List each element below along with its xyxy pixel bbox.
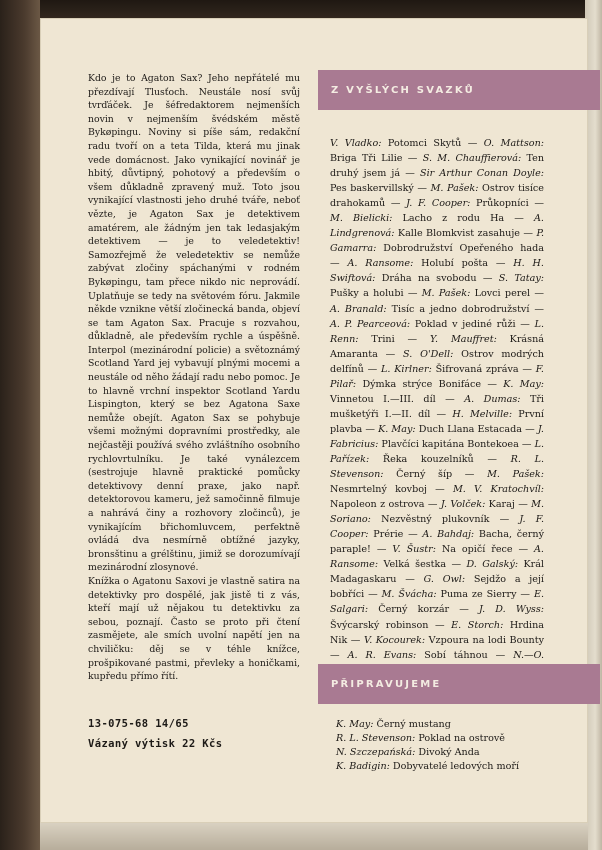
entry-title: Vinnetou I.—III. díl [330, 393, 436, 405]
entry-author: N.—O. [513, 649, 544, 661]
entry-title: Dráha na svobodu [375, 273, 477, 285]
published-volumes-list: V. Vladko: Potomci Skytů — O. Mattson: Briga Tři Lilie — S. M. Chauffierová: Ten druhý jsem já — Sir Arthur Conan Doyle: Pes baskervillský — M. Pašek: Ostrov tisíce drahokamů — J. F. Cooper: Průkopníci — M. Bielicki: Lacho z rodu Ha — A. Lindgrenová: Kalle Blomkvist zasahuje — P. Gamarra: Dobrodružství Opeřeného hada — A. Ransome: Holubí pošta — H. H. Swiftová: Dráha na svobodu — S. Tatay: Pušky a holubi — M. Pašek: Lovci perel — A. Branald: Tisíc a jedno dobrodružství — A. P. Pearceová: Poklad v jediné růži — L. Renn: Trini — Y. Mauffret: Krásná Amaranta — S. O'Dell: Ostrov modrých delfínů — L. Kirlner: Šifrovaná zpráva — F. Pilař: Dýmka strýce Bonifáce — K. May: Vinnetou I.—III. díl — A. Dumas: Tři mušketýři I.—II. díl — H. Melville: První plavba — K. May: Duch Llana Estacada — J. Fabricius: Plavčíci kapitána Bontekoea — L. Pařízek: Řeka kouzelníků — R. L. Stevenson: Černý šíp — M. Pašek: Nesmrtelný kovboj — M. V. Kratochvíl: Napoleon z ostrova — J. Volček: Karaj — M. Soriano: Nezvěstný plukovník — J. F. Cooper: Prérie — A. Bahdaj: Bacha, černý paraple! — V. Šustr: Na opičí řece — A. Ransome: Velká šestka — D. Galský: Král Madagaskaru — G. Owl: Sejdžo a její bobříci — M. Švácha: Puma ze Sierry — E. Salgari: Černý korzár — J. D. Wyss: Švýcarský robinson — E. Storch: Hrdina Nik — V. Kocourek: Vzpoura na lodi Bounty — A. R. Evans: Sobí táhnou — N.—O. [330, 136, 544, 678]
entry-author: J. F. Cooper: [406, 198, 471, 210]
published-entry [441, 499, 515, 510]
entry-author: E. Storch: [451, 619, 504, 631]
entry-author: M. Soriano: [330, 499, 545, 526]
blurb-paragraph-2: Knížka o Agatonu Saxovi je vlastně satira na detektivky pro dospělé, jak jistě ti z vás, kteří mají už nějakou tu detektivku za sebou, poznají. Často se proto při čtení zasmějete, ale smích uvolní napětí jen na chviličku: děj se v téhle knížce, prošpikované pastmi, převleky a honičkami, kupředu přímo řítí. [88, 575, 300, 683]
entry-title: Tisíc a jedno dobrodružství [386, 303, 530, 315]
entry-title: Briga Tři Lilie [330, 153, 403, 165]
upcoming-entry [336, 760, 550, 774]
entry-author: A. Dumas: [464, 393, 521, 405]
entry-author: R. L. Stevenson: [336, 733, 416, 744]
entry-author: V. Šustr: [392, 544, 436, 556]
entry-author: L. Renn: [330, 318, 544, 345]
entry-author: H. H. Swiftová: [330, 258, 544, 285]
entry-title: Duch Llana Estacada [415, 423, 522, 435]
entry-title: Ten druhý jsem já [330, 153, 545, 180]
blurb-paragraph-1: Kdo je to Agaton Sax? Jeho nepřátelé mu přezdívají Tlusťoch. Neustále nosí svůj tvrďáček. Je šéfredaktorem nejmenších novin v nejmenším švédském městě Bykøpingu. Noviny si píše sám, redakční radu tvoří on a teta Tilda, která mu jinak vede domácnost. Jako vynikající novinář je hbitý, důvtipný, pohotový a především o všem důkladně zpravený muž. Toto jsou vynikající vlastnosti jeho druhé tváře, neboť vězte, je Agaton Sax je detektivem amatérem, ale žádným jen tak ledasjakým detektivem — je to veledetektiv! Samozřejmě že veledetektiv se nemůže zabývat zločiny spáchanými v rodném Bykøpingu, tam přece nikdo nic neprovádí. Uplatňuje se tedy na světovém fóru. Jakmile někde vznikne větší zločinecká banda, objeví se tam Agaton Sax. Pracuje s rozvahou, důkladně, ale především rychle a úspěšně. Interpol (mezinárodní policie) a světoznámý Scotland Yard jej vybavují plnými mocemi a neustále od něho žádají radu nebo pomoc. Je to hlavně vrchní inspektor Scotland Yardu Lispington, který se bez Agatona Saxe nemůže obejít. Agaton Sax se pohybuje všemi možnými dopravními prostředky, ale nejčastěji používá svého zvláštního osobního rychlovrtulníku. Je také vynálezcem (sestrojuje hlavně praktické pomůcky detektivovy denní praxe, jako např. detektorovou kameru, jež samočinně filmuje a nahrává činy a rozhovory zločinců), je vynikajícím břichomluvcem, perfektně ovládá dva nesmírně obtížné jazyky, bronsštinu a grélštinu, jimiž se dorozumívají mezinárodní zlosynové. [88, 73, 300, 574]
entry-author: Y. Mauffret: [429, 333, 497, 345]
published-entry [348, 650, 488, 661]
entry-author: E. Salgari: [330, 589, 545, 616]
entry-title: Poklad v jediné růži [410, 318, 516, 330]
published-volumes-heading: Z VYŠLÝCH SVAZKŮ [331, 84, 475, 96]
entry-title: Na opičí řece [435, 544, 513, 556]
published-entry [381, 364, 519, 375]
entry-author: K. May: [336, 719, 374, 730]
published-entry [378, 424, 522, 435]
published-entry [382, 589, 517, 600]
entry-title: Ostrov tisíce drahokamů [330, 183, 544, 210]
entry-title: Dýmka strýce Bonifáce [356, 378, 482, 390]
book-bottom-edge [40, 823, 588, 850]
entry-title: Napoleon z ostrova [330, 499, 425, 511]
entry-author: V. Vladko: [330, 138, 382, 149]
entry-title: Lacho z rodu Ha [392, 213, 505, 225]
published-volumes-banner [318, 70, 600, 110]
entry-author: J. D. Wyss: [479, 604, 544, 616]
upcoming-entry [336, 746, 550, 760]
entry-title: Potomci Skytů [381, 138, 462, 149]
entry-title: Puma ze Sierry [436, 589, 517, 601]
entry-title: Holubí pošta [413, 258, 489, 270]
entry-author: P. Gamarra: [330, 228, 544, 255]
publication-code: 13-075-68 14/65 [88, 718, 189, 730]
entry-author: L. Kirlner: [381, 363, 432, 375]
entry-author: M. Pašek: [487, 469, 544, 481]
published-entry [330, 138, 461, 149]
entry-author: M. Pašek: [421, 288, 471, 300]
entry-author: A. Branald: [330, 303, 387, 315]
entry-author: V. Kocourek: [363, 634, 426, 646]
upcoming-entry [336, 732, 550, 746]
entry-title: Trini [358, 333, 395, 345]
entry-author: A. Ransome: [330, 544, 544, 571]
entry-author: S. M. Chauffierová: [422, 153, 522, 165]
entry-author: M. Švácha: [381, 589, 437, 601]
entry-author: A. Bahdaj: [422, 529, 475, 541]
entry-author: J. Fabricius: [330, 423, 544, 450]
entry-title: Černý šíp [383, 469, 453, 481]
entry-author: Sir Arthur Conan Doyle: [420, 168, 544, 180]
entry-title: Průkopníci [470, 198, 529, 210]
entry-author: R. L. Stevenson: [330, 453, 545, 481]
entry-title: Dobrodružství Opeřeného hada [376, 243, 544, 255]
entry-title: Řeka kouzelníků [369, 453, 474, 465]
entry-title: Černý mustang [373, 719, 451, 730]
entry-title: Plavčíci kapitána Bontekoea [378, 438, 519, 450]
entry-title: Velká šestka [378, 559, 447, 571]
published-entry [330, 213, 504, 224]
entry-author: K. Badigin: [336, 761, 390, 772]
entry-author: S. Tatay: [498, 273, 544, 285]
entry-author: F. Pilař: [330, 363, 544, 390]
published-entry [406, 198, 529, 209]
entry-author: G. Owl: [423, 574, 466, 586]
entry-title: Sejdžo a její bobříci [330, 574, 544, 601]
upcoming-list [336, 718, 550, 774]
published-entry [347, 258, 488, 269]
blurb-text [88, 72, 300, 684]
entry-title: Divoký Anda [415, 747, 480, 758]
entry-title: Lovci perel [470, 288, 531, 300]
upcoming-entry [336, 718, 550, 732]
entry-author: O. Mattson: [483, 138, 544, 149]
entry-title: Hrdina Nik [330, 619, 544, 646]
entry-author: A. Ransome: [347, 258, 414, 270]
entry-title: První plavba [330, 408, 544, 435]
entry-title: Sobí táhnou [416, 649, 488, 661]
entry-author: M. V. Kratochvíl: [452, 484, 544, 496]
upcoming-banner [318, 664, 600, 704]
entry-title: Pušky a holubi [330, 288, 404, 300]
published-entry [422, 288, 530, 299]
entry-author: J. F. Cooper: [330, 514, 544, 541]
entry-title: Král Madagaskaru [330, 559, 545, 586]
entry-author: K. May: [503, 378, 544, 390]
entry-title: Bacha, černý paraple! [330, 529, 544, 556]
entry-title: Dobyvatelé ledových moří [389, 761, 520, 772]
entry-author: D. Galský: [466, 559, 519, 571]
entry-title: Černý korzár [368, 604, 450, 616]
entry-title: Vzpoura na lodi Bounty [425, 634, 544, 646]
upcoming-heading: PŘIPRAVUJEME [331, 678, 442, 690]
published-entry [330, 319, 516, 330]
entry-title: Prérie [368, 529, 404, 541]
price-line: Vázaný výtisk 22 Kčs [88, 738, 223, 750]
entry-title: Karaj [485, 499, 515, 511]
entry-author: N. Szczepańská: [336, 747, 416, 758]
entry-author: M. Bielicki: [330, 213, 393, 225]
entry-title: Krásná Amaranta [330, 333, 544, 360]
entry-title: Ostrov modrých delfínů [330, 348, 544, 375]
entry-title: Nesmrtelný kovboj [330, 484, 427, 496]
entry-author: A. Lindgrenová: [330, 213, 544, 240]
entry-title: Kalle Blomkvist zasahuje [394, 228, 520, 240]
entry-title: Nezvěstný plukovník [370, 514, 490, 526]
entry-author: L. Pařízek: [330, 438, 544, 465]
entry-title: Šifrovaná zpráva [431, 363, 519, 375]
book-spine-edge [0, 0, 40, 850]
entry-author: A. P. Pearceová: [330, 318, 411, 330]
entry-author: A. R. Evans: [347, 649, 417, 661]
entry-title: Poklad na ostrově [415, 733, 505, 744]
entry-title: Švýcarský robinson [330, 619, 429, 631]
published-entry [392, 544, 512, 555]
entry-author: M. Pašek: [430, 183, 479, 195]
entry-author: J. Volček: [440, 499, 486, 511]
published-entry [330, 304, 529, 315]
entry-author: S. O'Dell: [403, 348, 454, 360]
entry-title: Pes baskervillský [330, 183, 414, 195]
entry-title: Tři mušketýři I.—II. díl [330, 393, 545, 420]
published-entry [364, 635, 544, 646]
entry-author: K. May: [378, 423, 416, 435]
entry-author: H. Melville: [452, 408, 513, 420]
